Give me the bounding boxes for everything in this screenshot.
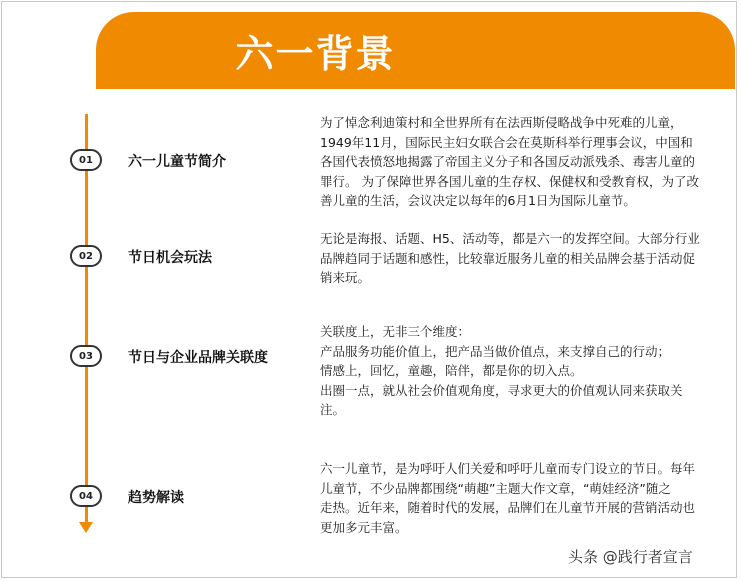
item-desc-intro: 为了悼念利迪策村和全世界所有在法西斯侵略战争中死难的儿童， 1949年11月，国际民主妇女联合会在莫斯科举行理事会议，中国和 各国代表愤怒地揭露了帝国主义分子和各国反动派残杀、毒害儿童的 罪行。 为了保障世界各国儿童的生存权、保健权和受教育权，为了改 善儿童的生活，会议决定以每年的6月1日为国际儿童节。 <box>320 115 699 208</box>
timeline-arrow-icon <box>79 522 93 533</box>
title-banner <box>96 12 735 89</box>
step-badge-04: 04 <box>70 485 102 507</box>
item-title-trend: 趋势解读 <box>128 490 184 506</box>
item-title-opportunity: 节日机会玩法 <box>128 250 212 266</box>
page-title: 六一背景 <box>235 32 396 76</box>
item-title-relevance: 节日与企业品牌关联度 <box>128 350 268 366</box>
item-desc-relevance: 关联度上，无非三个维度： 产品服务功能价值上，把产品当做价值点，来支撑自己的行动； 情感上，回忆，童趣，陪伴，都是你的切入点。 出圈一点，就从社会价值观角度，寻求更大的价值观认同来获取关 注。 <box>320 324 683 417</box>
step-badge-01: 01 <box>70 149 102 171</box>
item-desc-trend: 六一儿童节，是为呼吁人们关爱和呼吁儿童而专门设立的节日。每年 儿童节，不少品牌都围绕“萌趣”主题大作文章，“萌娃经济”随之 走热。近年来，随着时代的发展，品牌们在儿童节开展的营销活动也 更加多元丰富。 <box>320 461 696 535</box>
item-title-intro: 六一儿童节简介 <box>128 154 226 170</box>
item-desc-opportunity: 无论是海报、话题、H5、活动等，都是六一的发挥空间。大部分行业 品牌趋同于话题和感性，比较靠近服务儿童的相关品牌会基于活动促 销来玩。 <box>320 231 700 285</box>
timeline-line <box>85 114 88 524</box>
step-badge-03: 03 <box>70 345 102 367</box>
watermark: 头条 @践行者宣言 <box>568 548 693 566</box>
step-badge-02: 02 <box>70 245 102 267</box>
